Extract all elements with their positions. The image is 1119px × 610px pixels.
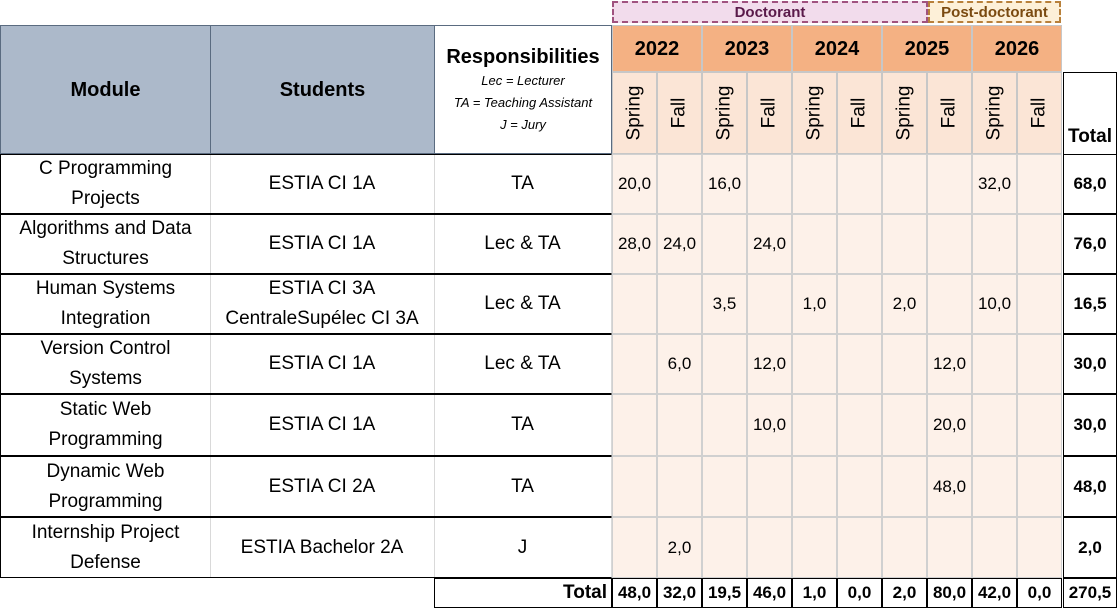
footer-sum-value: 80,0	[932, 583, 967, 602]
row-total-value: 16,5	[1073, 294, 1107, 313]
hours-cell	[747, 394, 792, 456]
responsibilities-header	[434, 25, 612, 154]
responsibility-value: Lec & TA	[484, 293, 561, 314]
hours-value: 3,5	[712, 294, 737, 313]
module-name-line: Static Web	[59, 399, 152, 420]
hours-cell	[702, 214, 747, 274]
hours-value: 12,0	[752, 354, 787, 373]
hours-cell	[837, 334, 882, 394]
responsibility-value: Lec & TA	[484, 353, 561, 374]
hours-cell	[657, 214, 702, 274]
footer-sum-cell	[657, 578, 702, 608]
hours-cell	[927, 394, 972, 456]
hours-cell	[657, 517, 702, 578]
hours-cell	[927, 214, 972, 274]
footer-sum-cell	[972, 578, 1017, 608]
module-name-line: Version Control	[40, 338, 171, 359]
students-cell	[210, 154, 435, 214]
footer-sum-value: 1,0	[802, 583, 827, 602]
hours-cell	[747, 456, 792, 517]
year-label: 2022	[634, 37, 680, 60]
hours-cell	[1017, 334, 1062, 394]
semester-header	[792, 72, 837, 154]
row-total-cell	[1063, 517, 1117, 578]
footer-sum-value: 0,0	[1027, 583, 1052, 602]
hours-cell	[837, 517, 882, 578]
hours-cell	[927, 334, 972, 394]
responsibility-cell	[434, 456, 612, 517]
students-cell	[210, 456, 435, 517]
hours-cell	[747, 274, 792, 334]
hours-value: 16,0	[707, 174, 742, 193]
year-label: 2026	[994, 37, 1040, 60]
year-header	[612, 25, 702, 72]
module-cell	[0, 214, 211, 274]
year-header	[882, 25, 972, 72]
students-header-label: Students	[279, 78, 366, 101]
semester-label: Spring	[983, 85, 1005, 141]
legend-line: Lec = Lecturer	[481, 72, 565, 88]
hours-cell	[747, 334, 792, 394]
hours-cell	[882, 274, 927, 334]
responsibility-value: TA	[511, 475, 534, 497]
semester-label: Fall	[848, 97, 870, 129]
responsibility-cell	[434, 334, 612, 394]
hours-value: 24,0	[752, 234, 787, 253]
semester-label: Spring	[893, 85, 915, 141]
hours-cell	[882, 394, 927, 456]
hours-cell	[882, 154, 927, 214]
students-line: ESTIA CI 1A	[268, 233, 376, 254]
footer-sum-value: 48,0	[617, 583, 652, 602]
module-name-line: Programming	[48, 490, 163, 512]
semester-label: Spring	[713, 85, 735, 141]
module-cell	[0, 456, 211, 517]
hours-cell	[702, 154, 747, 214]
footer-sum-cell	[837, 578, 882, 608]
year-label: 2025	[904, 37, 950, 60]
hours-cell	[972, 154, 1017, 214]
module-header	[0, 25, 211, 154]
row-total-cell	[1063, 456, 1117, 517]
year-header	[702, 25, 792, 72]
hours-value: 1,0	[802, 294, 827, 313]
row-total-value: 30,0	[1073, 354, 1107, 373]
hours-cell	[1017, 274, 1062, 334]
module-name-line: Structures	[62, 248, 149, 269]
responsibility-value: Lec & TA	[484, 233, 561, 254]
row-total-cell	[1063, 274, 1117, 334]
students-line: ESTIA Bachelor 2A	[240, 536, 404, 558]
hours-cell	[882, 334, 927, 394]
footer-sum-cell	[747, 578, 792, 608]
students-cell	[210, 214, 435, 274]
students-cell	[210, 334, 435, 394]
hours-cell	[927, 517, 972, 578]
legend-line: J = Jury	[500, 116, 546, 132]
students-cell	[210, 274, 435, 334]
hours-value: 48,0	[932, 476, 967, 496]
hours-cell	[972, 214, 1017, 274]
hours-cell	[837, 214, 882, 274]
year-label: 2024	[814, 37, 860, 60]
hours-cell	[612, 334, 657, 394]
postdoc-label: Post-doctorant	[941, 3, 1048, 21]
total-header	[1063, 72, 1117, 154]
students-line: ESTIA CI 3A	[268, 278, 376, 299]
responsibility-value: TA	[511, 173, 534, 194]
footer-sum-cell	[882, 578, 927, 608]
hours-cell	[792, 154, 837, 214]
module-cell	[0, 334, 211, 394]
row-total-value: 68,0	[1073, 174, 1107, 193]
hours-cell	[1017, 214, 1062, 274]
module-cell	[0, 154, 211, 214]
hours-cell	[747, 517, 792, 578]
semester-label: Fall	[1028, 97, 1050, 129]
responsibility-cell	[434, 517, 612, 578]
responsibility-cell	[434, 394, 612, 456]
row-total-value: 76,0	[1073, 234, 1107, 253]
semester-label: Spring	[803, 85, 825, 141]
row-total-value: 2,0	[1078, 537, 1102, 557]
row-total-cell	[1063, 154, 1117, 214]
footer-sum-cell	[612, 578, 657, 608]
hours-cell	[792, 517, 837, 578]
hours-cell	[612, 274, 657, 334]
semester-header	[882, 72, 927, 154]
hours-cell	[657, 154, 702, 214]
module-name-line: Systems	[69, 368, 142, 389]
hours-cell	[1017, 154, 1062, 214]
hours-value: 2,0	[892, 294, 917, 313]
year-label: 2023	[724, 37, 770, 60]
hours-value: 10,0	[752, 415, 787, 434]
hours-value: 12,0	[932, 354, 967, 373]
year-header	[792, 25, 882, 72]
row-total-cell	[1063, 394, 1117, 456]
semester-label: Fall	[668, 97, 690, 129]
hours-cell	[927, 456, 972, 517]
hours-cell	[792, 456, 837, 517]
semester-label: Spring	[623, 85, 645, 141]
module-name-line: Programming	[48, 429, 163, 450]
hours-cell	[792, 394, 837, 456]
responsibility-value: TA	[511, 414, 534, 435]
hours-cell	[837, 394, 882, 456]
semester-label: Fall	[758, 97, 780, 129]
hours-cell	[1017, 456, 1062, 517]
row-total-cell	[1063, 214, 1117, 274]
hours-cell	[657, 394, 702, 456]
hours-cell	[792, 214, 837, 274]
module-name-line: Integration	[60, 308, 151, 329]
module-name-line: Dynamic Web	[46, 460, 165, 482]
responsibilities-title: Responsibilities	[446, 45, 600, 68]
footer-total-label	[434, 578, 612, 608]
semester-header	[702, 72, 747, 154]
semester-label: Fall	[938, 97, 960, 129]
hours-cell	[837, 274, 882, 334]
hours-cell	[702, 517, 747, 578]
students-cell	[210, 394, 435, 456]
students-header	[210, 25, 435, 154]
hours-cell	[972, 334, 1017, 394]
responsibility-value: J	[517, 536, 528, 558]
doctorant-label: Doctorant	[734, 3, 806, 21]
students-line: ESTIA CI 1A	[268, 414, 376, 435]
footer-sum-cell	[702, 578, 747, 608]
hours-cell	[747, 154, 792, 214]
row-total-value: 30,0	[1073, 415, 1107, 434]
semester-header	[612, 72, 657, 154]
hours-value: 2,0	[667, 537, 692, 557]
footer-sum-cell	[1017, 578, 1062, 608]
footer-label-text: Total	[563, 582, 607, 603]
semester-header	[747, 72, 792, 154]
hours-cell	[837, 154, 882, 214]
row-total-value: 48,0	[1073, 476, 1107, 496]
hours-cell	[972, 274, 1017, 334]
hours-cell	[972, 456, 1017, 517]
hours-cell	[702, 456, 747, 517]
footer-sum-cell	[792, 578, 837, 608]
semester-header	[927, 72, 972, 154]
hours-cell	[882, 456, 927, 517]
footer-sum-cell	[927, 578, 972, 608]
hours-cell	[927, 274, 972, 334]
grand-total-value: 270,5	[1068, 583, 1112, 602]
hours-cell	[882, 517, 927, 578]
doctorant-band	[612, 1, 928, 23]
students-cell	[210, 517, 435, 578]
hours-cell	[657, 274, 702, 334]
module-name-line: Defense	[70, 551, 141, 573]
hours-cell	[612, 456, 657, 517]
hours-cell	[702, 274, 747, 334]
hours-value: 6,0	[667, 354, 692, 373]
hours-cell	[657, 334, 702, 394]
hours-cell	[702, 394, 747, 456]
hours-value: 28,0	[617, 234, 652, 253]
module-name-line: Algorithms and Data	[19, 218, 192, 239]
hours-cell	[612, 214, 657, 274]
footer-sum-value: 42,0	[977, 583, 1012, 602]
students-line: ESTIA CI 2A	[268, 475, 376, 497]
hours-cell	[882, 214, 927, 274]
semester-header	[837, 72, 882, 154]
semester-header	[1017, 72, 1062, 154]
hours-cell	[792, 274, 837, 334]
semester-header	[657, 72, 702, 154]
students-line: CentraleSupélec CI 3A	[225, 308, 419, 329]
hours-value: 24,0	[662, 234, 697, 253]
responsibility-cell	[434, 154, 612, 214]
hours-cell	[1017, 394, 1062, 456]
hours-value: 20,0	[932, 415, 967, 434]
hours-cell	[612, 154, 657, 214]
footer-sum-value: 32,0	[662, 583, 697, 602]
module-name-line: Projects	[71, 188, 140, 209]
module-name-line: Human Systems	[35, 278, 176, 299]
footer-sum-value: 0,0	[847, 583, 872, 602]
responsibility-cell	[434, 274, 612, 334]
hours-cell	[612, 394, 657, 456]
hours-value: 10,0	[977, 294, 1012, 313]
hours-cell	[702, 334, 747, 394]
students-line: ESTIA CI 1A	[268, 353, 376, 374]
hours-value: 20,0	[617, 174, 652, 193]
hours-cell	[837, 456, 882, 517]
year-header	[972, 25, 1062, 72]
row-total-cell	[1063, 334, 1117, 394]
hours-cell	[927, 154, 972, 214]
hours-cell	[657, 456, 702, 517]
semester-header	[972, 72, 1017, 154]
footer-sum-value: 19,5	[707, 583, 742, 602]
hours-cell	[1017, 517, 1062, 578]
module-header-label: Module	[70, 78, 141, 101]
grand-total-cell	[1063, 578, 1117, 608]
module-cell	[0, 394, 211, 456]
hours-cell	[972, 517, 1017, 578]
responsibility-cell	[434, 214, 612, 274]
footer-sum-value: 2,0	[892, 583, 917, 602]
module-cell	[0, 517, 211, 578]
legend-line: TA = Teaching Assistant	[453, 94, 593, 110]
footer-sum-value: 46,0	[752, 583, 787, 602]
hours-cell	[792, 334, 837, 394]
hours-cell	[747, 214, 792, 274]
module-name-line: Internship Project	[31, 521, 180, 543]
hours-value: 32,0	[977, 174, 1012, 193]
hours-cell	[612, 517, 657, 578]
module-cell	[0, 274, 211, 334]
postdoc-band	[928, 1, 1061, 23]
module-name-line: C Programming	[38, 158, 173, 179]
students-line: ESTIA CI 1A	[268, 173, 376, 194]
total-header-label: Total	[1068, 126, 1112, 147]
hours-cell	[972, 394, 1017, 456]
